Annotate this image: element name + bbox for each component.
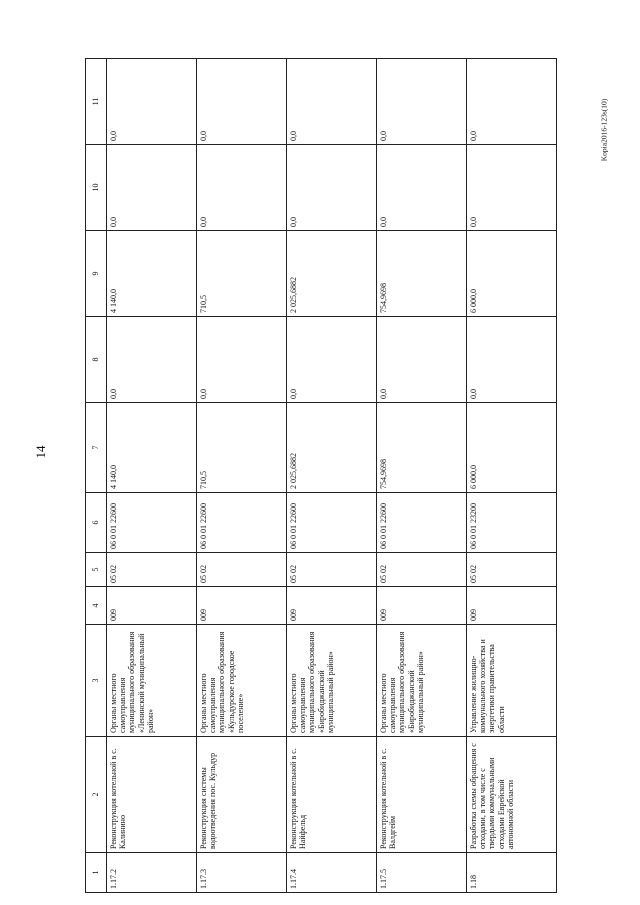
activity-name: Реконструкция системы водоотведения пос. Кульдур	[197, 737, 287, 853]
total-amount: 4 140,0	[107, 403, 197, 493]
col-header-6: 6	[86, 493, 107, 553]
budget-table	[85, 58, 557, 893]
code-target: 06 0 01 23200	[467, 493, 557, 553]
table-row	[107, 59, 197, 893]
code-section: 05 02	[467, 553, 557, 587]
col-header-7: 7	[86, 403, 107, 493]
col-header-5: 5	[86, 553, 107, 587]
amount-col-8: 0,0	[287, 317, 377, 403]
row-number: 1.17.5	[377, 853, 467, 893]
amount-col-9: 2 025,6882	[287, 231, 377, 317]
table-row	[287, 59, 377, 893]
table-row	[467, 59, 557, 893]
col-header-1: 1	[86, 853, 107, 893]
code-gr: 009	[377, 587, 467, 625]
amount-col-10: 0,0	[287, 145, 377, 231]
amount-col-9: 754,9698	[377, 231, 467, 317]
amount-col-11: 0,0	[107, 59, 197, 145]
amount-col-10: 0,0	[377, 145, 467, 231]
activity-name: Реконструкция котельной в с. Найфельд	[287, 737, 377, 853]
amount-col-9: 710,5	[197, 231, 287, 317]
row-number: 1.17.3	[197, 853, 287, 893]
total-amount: 754,9698	[377, 403, 467, 493]
total-amount: 2 025,6882	[287, 403, 377, 493]
executor: Органы местного самоуправления муниципального образования «Кульдурское городское поселение»	[197, 625, 287, 737]
executor: Управление жилищно-коммунального хозяйства и энергетики правительства области	[467, 625, 557, 737]
amount-col-8: 0,0	[377, 317, 467, 403]
code-gr: 009	[287, 587, 377, 625]
code-gr: 009	[197, 587, 287, 625]
code-gr: 009	[107, 587, 197, 625]
activity-name: Разработка схемы обращения с отходами, в том числе с твердыми коммунальными отходами Еврейской автономной области	[467, 737, 557, 853]
page-number: 14	[33, 445, 48, 459]
amount-col-9: 6 000,0	[467, 231, 557, 317]
col-header-8: 8	[86, 317, 107, 403]
code-target: 06 0 01 22600	[197, 493, 287, 553]
code-section: 05 02	[287, 553, 377, 587]
col-header-11: 11	[86, 59, 107, 145]
activity-name: Реконструкция котельной в с. Калинино	[107, 737, 197, 853]
amount-col-11: 0,0	[287, 59, 377, 145]
amount-col-9: 4 140,0	[107, 231, 197, 317]
executor: Органы местного самоуправления муниципального образования «Биробиджанский муниципальный район»	[287, 625, 377, 737]
code-section: 05 02	[107, 553, 197, 587]
document-code: Kopia2016-123s(10)	[599, 98, 609, 162]
activity-name: Реконструкция котельной в с. Валдгейм	[377, 737, 467, 853]
amount-col-8: 0,0	[467, 317, 557, 403]
row-number: 1.17.2	[107, 853, 197, 893]
amount-col-8: 0,0	[107, 317, 197, 403]
col-header-10: 10	[86, 145, 107, 231]
total-amount: 710,5	[197, 403, 287, 493]
col-header-3: 3	[86, 625, 107, 737]
amount-col-11: 0,0	[377, 59, 467, 145]
table-container	[85, 59, 557, 893]
code-section: 05 02	[377, 553, 467, 587]
executor: Органы местного самоуправления муниципального образования «Ленинский муниципальный район»	[107, 625, 197, 737]
amount-col-11: 0,0	[197, 59, 287, 145]
executor: Органы местного самоуправления муниципального образования «Биробиджанский муниципальный район»	[377, 625, 467, 737]
code-section: 05 02	[197, 553, 287, 587]
col-header-9: 9	[86, 231, 107, 317]
row-number: 1.17.4	[287, 853, 377, 893]
amount-col-10: 0,0	[107, 145, 197, 231]
amount-col-10: 0,0	[467, 145, 557, 231]
row-number: 1.18	[467, 853, 557, 893]
amount-col-8: 0,0	[197, 317, 287, 403]
col-header-4: 4	[86, 587, 107, 625]
table-row	[197, 59, 287, 893]
code-target: 06 0 01 22600	[107, 493, 197, 553]
amount-col-11: 0,0	[467, 59, 557, 145]
code-gr: 009	[467, 587, 557, 625]
header-row	[86, 59, 107, 893]
code-target: 06 0 01 22600	[287, 493, 377, 553]
col-header-2: 2	[86, 737, 107, 853]
code-target: 06 0 01 22600	[377, 493, 467, 553]
amount-col-10: 0,0	[197, 145, 287, 231]
total-amount: 6 000,0	[467, 403, 557, 493]
table-row	[377, 59, 467, 893]
